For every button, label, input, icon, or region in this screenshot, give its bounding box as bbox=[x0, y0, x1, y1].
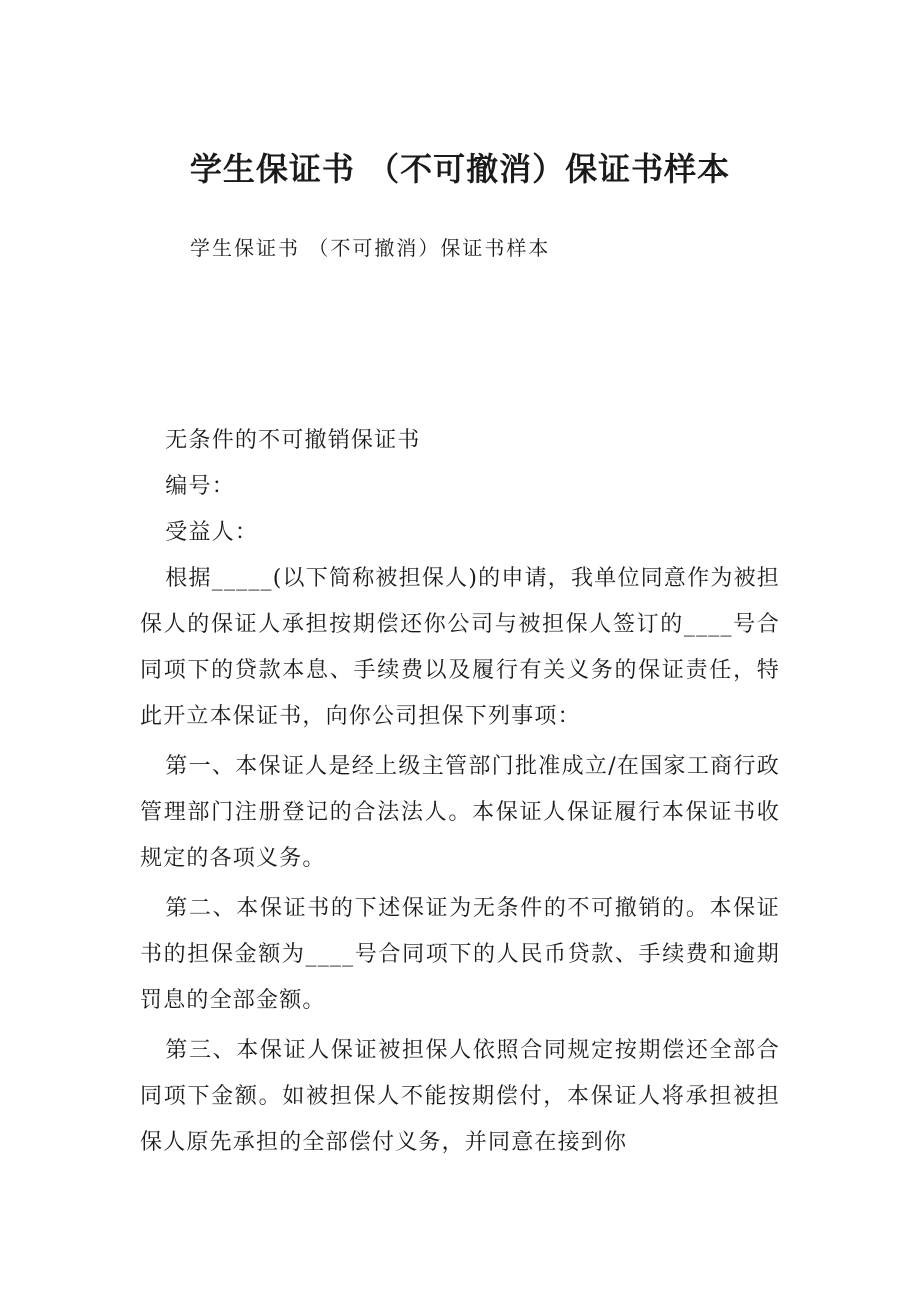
paragraph-second: 第二、本保证书的下述保证为无条件的不可撤销的。本保证书的担保金额为____号合同项下的人民币贷款、手续费和逾期罚息的全部金额。 bbox=[140, 896, 780, 1013]
paragraph-application: 根据_____(以下简称被担保人)的申请，我单位同意作为被担保人的保证人承担按期偿还你公司与被担保人签订的____号合同项下的贷款本息、手续费以及履行有关义务的保证责任，特此开立本保证书，向你公司担保下列事项： bbox=[140, 566, 780, 729]
document-title: 学生保证书 （不可撤消）保证书样本 bbox=[189, 150, 731, 188]
document-body bbox=[140, 418, 780, 1166]
paragraph-third: 第三、本保证人保证被担保人依照合同规定按期偿还全部合同项下金额。如被担保人不能按期偿付，本保证人将承担被担保人原先承担的全部偿付义务，并同意在接到你 bbox=[140, 1038, 780, 1155]
beneficiary-label: 受益人： bbox=[165, 520, 259, 545]
number-label: 编号： bbox=[165, 474, 235, 499]
paragraph-first: 第一、本保证人是经上级主管部门批准成立/在国家工商行政管理部门注册登记的合法法人。本保证人保证履行本保证书收规定的各项义务。 bbox=[140, 754, 780, 871]
guarantee-heading: 无条件的不可撤销保证书 bbox=[165, 428, 421, 453]
document-subtitle: 学生保证书 （不可撤消）保证书样本 bbox=[190, 236, 551, 260]
